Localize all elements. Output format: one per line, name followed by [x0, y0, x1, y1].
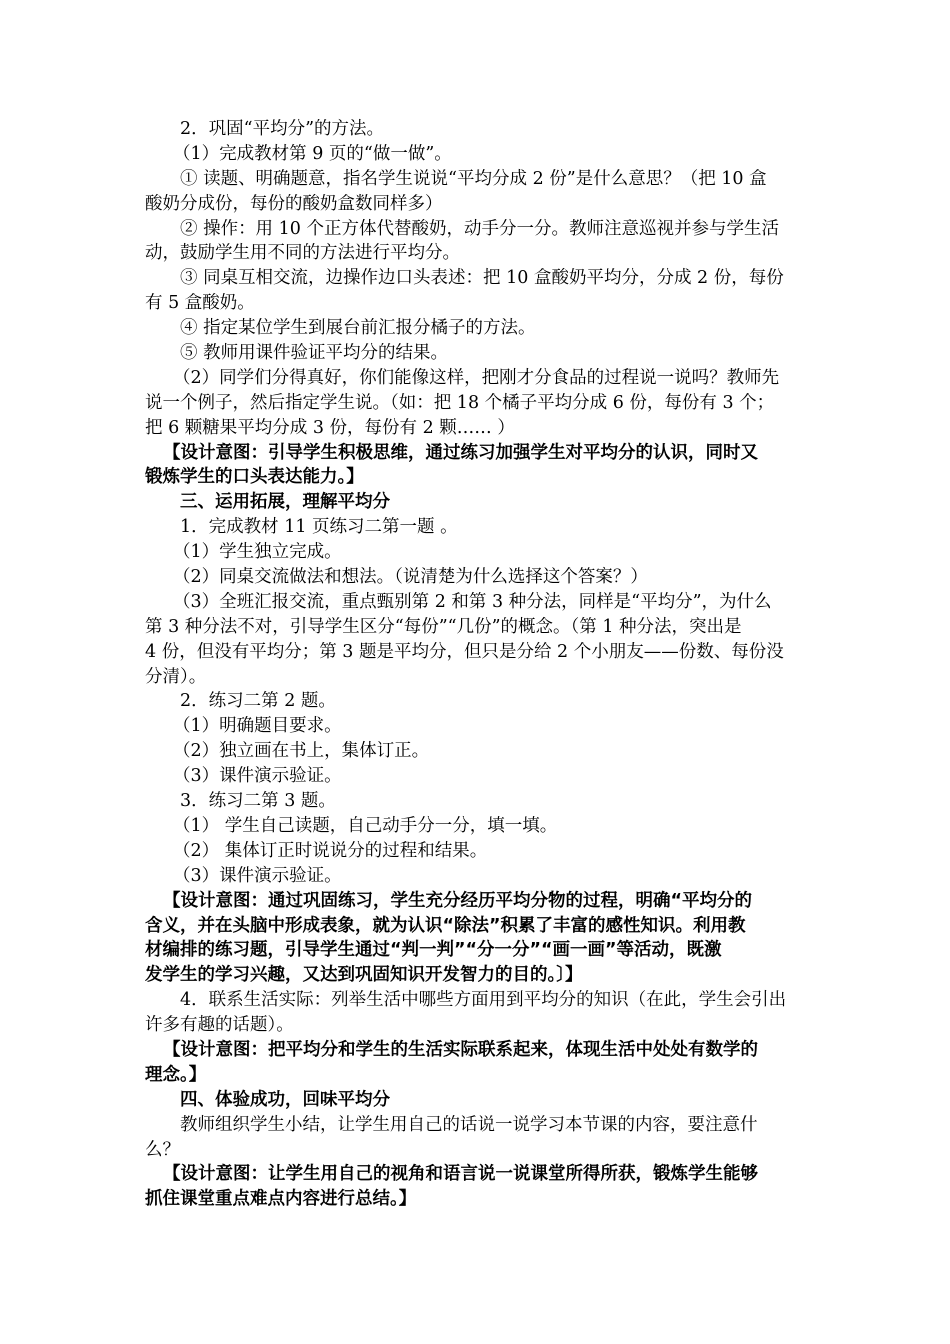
- text-line: 酸奶分成份，每份的酸奶盒数同样多）: [145, 193, 443, 214]
- design-intent-line: 【设计意图：引导学生积极思维，通过练习加强学生对平均分的认识，同时又: [163, 442, 758, 463]
- text-line: 4 份，但没有平均分；第 3 题是平均分，但只是分给 2 个小朋友——份数、每份没: [145, 641, 784, 662]
- text-line: （2） 集体订正时说说分的过程和结果。: [173, 840, 488, 861]
- text-line: 2．巩固“平均分”的方法。: [180, 119, 385, 139]
- text-line: （1）学生独立完成。: [173, 542, 342, 563]
- design-intent-line: 四、体验成功，回味平均分: [180, 1089, 390, 1110]
- text-line: （3）全班汇报交流，重点甄别第 2 和第 3 种分法，同样是“平均分”，为什么: [173, 591, 772, 612]
- design-intent-line: 锻炼学生的口头表达能力。】: [145, 467, 364, 488]
- text-line: 分清）。: [145, 666, 207, 687]
- design-intent-line: 【设计意图：让学生用自己的视角和语言说一说课堂所得所获，锻炼学生能够: [163, 1164, 758, 1185]
- text-line: ③ 同桌互相交流，边操作边口头表述：把 10 盒酸奶平均分，分成 2 份，每份: [180, 268, 784, 289]
- text-line: （1）完成教材第 9 页的“做一做”。: [173, 143, 452, 164]
- text-line: ① 读题、明确题意，指名学生说说“平均分成 2 份”是什么意思？（把 10 盒: [180, 168, 767, 189]
- text-line: ⑤ 教师用课件验证平均分的结果。: [180, 343, 449, 364]
- text-line: 么？: [145, 1139, 180, 1160]
- text-line: 许多有趣的话题）。: [145, 1015, 294, 1036]
- design-intent-line: 材编排的练习题，引导学生通过“判一判”“分一分”“画一画”等活动，既激: [145, 940, 722, 961]
- text-line: ④ 指定某位学生到展台前汇报分橘子的方法。: [180, 318, 536, 339]
- text-line: （3）课件演示验证。: [173, 766, 342, 787]
- text-line: 动，鼓励学生用不同的方法进行平均分。: [145, 243, 460, 264]
- text-line: 教师组织学生小结，让学生用自己的话说一说学习本节课的内容，要注意什: [180, 1114, 758, 1135]
- design-intent-line: 【设计意图：通过巩固练习，学生充分经历平均分物的过程，明确“平均分的: [163, 890, 752, 911]
- text-line: 有 5 盒酸奶。: [145, 293, 255, 314]
- design-intent-line: 抓住课堂重点难点内容进行总结。】: [145, 1189, 417, 1210]
- text-line: 2．练习二第 2 题。: [180, 691, 336, 712]
- text-line: 把 6 颗糖果平均分成 3 份，每份有 2 颗…… ）: [145, 417, 515, 438]
- design-intent-line: 三、运用拓展，理解平均分: [180, 492, 390, 513]
- text-line: 说一个例子，然后指定学生说。（如：把 18 个橘子平均分成 6 份，每份有 3 个；: [145, 392, 775, 413]
- design-intent-line: 含义，并在头脑中形成表象，就为认识“除法”积累了丰富的感性知识。利用教: [145, 915, 746, 936]
- design-intent-line: 发学生的学习兴趣，又达到巩固知识开发智力的目的。〕】: [145, 965, 583, 986]
- text-line: （1）明确题目要求。: [173, 716, 342, 737]
- text-line: （2）同桌交流做法和想法。（说清楚为什么选择这个答案？）: [173, 567, 648, 588]
- text-line: ② 操作：用 10 个正方体代替酸奶，动手分一分。教师注意巡视并参与学生活: [180, 218, 779, 239]
- design-intent-line: 【设计意图：把平均分和学生的生活实际联系起来，体现生活中处处有数学的: [163, 1039, 758, 1060]
- text-line: （2）同学们分得真好，你们能像这样，把刚才分食品的过程说一说吗？教师先: [173, 367, 780, 388]
- text-line: （1） 学生自己读题，自己动手分一分，填一填。: [173, 815, 558, 836]
- text-line: （2）独立画在书上，集体订正。: [173, 741, 430, 762]
- text-line: 4．联系生活实际：列举生活中哪些方面用到平均分的知识（在此，学生会引出: [180, 990, 787, 1011]
- document-body: [145, 117, 815, 1212]
- text-line: （3）课件演示验证。: [173, 865, 342, 886]
- design-intent-line: 理念。】: [145, 1064, 207, 1085]
- text-line: 3．练习二第 3 题。: [180, 791, 336, 812]
- text-line: 1．完成教材 11 页练习二第一题 。: [180, 517, 458, 538]
- text-line: 第 3 种分法不对，引导学生区分“每份”“几份”的概念。（第 1 种分法，突出是: [145, 616, 742, 637]
